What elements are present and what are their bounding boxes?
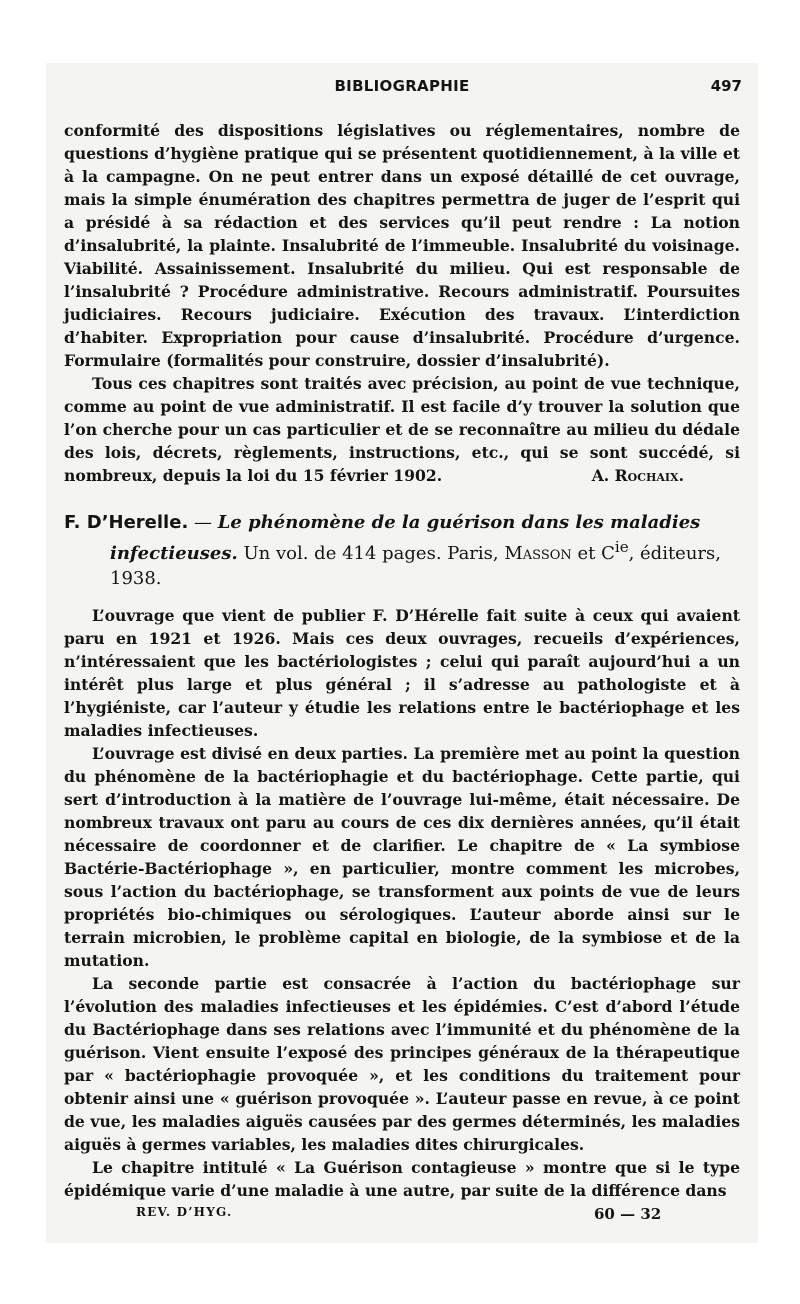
entry-gap	[64, 591, 740, 604]
printer-signature-mark: 60 — 32	[594, 1205, 662, 1223]
review2-details-a: Un vol. de 414 pages. Paris,	[237, 543, 505, 564]
review2-dash: —	[188, 512, 218, 533]
review2-details-c: , éditeurs, 1938.	[110, 543, 721, 589]
review2-author: F. D’Herelle.	[64, 512, 189, 533]
review2-publisher: Masson	[504, 543, 572, 564]
review2-paragraph-2: L’ouvrage est divisé en deux parties. La première met au point la question du phénomène de la bactériophagie et du bactériophage. Cette partie, qui sert d’introduction à la matière de l’ouvrage lui-même, était nécessaire. De nombreux travaux ont paru au cours de ces dix dernières années, qu’il était nécessaire de coordonner et de clarifier. Le chapitre de « La symbiose Bactérie-Bactériophage », en particulier, montre comment les microbes, sous l’action du bactériophage, se transforment aux points de vue de leurs propriétés bio-chimiques ou sérologiques. L’auteur aborde ainsi sur le terrain microbien, le problème capital en biologie, de la symbiose et de la mutation.	[64, 744, 740, 970]
page-number: 497	[710, 77, 742, 95]
section-gap	[64, 487, 740, 510]
review2-details-b: et C	[571, 543, 615, 564]
review1-paragraph-2-text: Tous ces chapitres sont traités avec précision, au point de vue technique, comme au point de vue administratif. Il est facile d’y trouver la solution que l’on cherche pour un cas particulier et de se reconnaître au milieu du dédale des lois, décrets, règlements, instructions, etc., qui se sont succédé, si nombreux, depuis la loi du 15 février 1902.	[64, 374, 740, 485]
review2-book-title: Le phénomène de la guérison dans les maladies infectieuses.	[110, 512, 701, 564]
page-footer	[46, 1205, 758, 1227]
review2-details-sup: ie	[614, 538, 629, 556]
page-header	[46, 77, 758, 103]
journal-abbreviation: REV. D’HYG.	[136, 1205, 233, 1219]
review1-paragraph-2	[64, 372, 740, 487]
review2-bibliographic-entry	[64, 510, 740, 591]
review2-paragraph-3: La seconde partie est consacrée à l’action du bactériophage sur l’évolution des maladies infectieuses et les épidémies. C’est d’abord l’étude du Bactériophage dans ses relations avec l’immunité et du phénomène de la guérison. Vient ensuite l’exposé des principes généraux de la thérapeutique par « bactériophagie provoquée », et les conditions du traitement pour obtenir ainsi une « guérison provoquée ». L’auteur passe en revue, à ce point de vue, les maladies aiguës causées par des germes déterminés, les maladies aiguës à germes variables, les maladies dites chirurgicales.	[64, 974, 740, 1154]
book-page	[46, 63, 758, 1243]
review1-paragraph-1: conformité des dispositions législatives ou réglementaires, nombre de questions d’hygiène pratique qui se présentent quotidiennement, à la ville et à la campagne. On ne peut entrer dans un exposé détaillé de cet ouvrage, mais la simple énumération des chapitres permettra de juger de l’esprit qui a présidé à sa rédaction et des services qu’il peut rendre : La notion d’insalubrité, la plainte. Insalubrité de l’immeuble. Insalubrité du voisinage. Viabilité. Assainissement. Insalubrité du milieu. Qui est responsable de l’insalubrité ? Procédure administrative. Recours administratif. Poursuites judiciaires. Recours judiciaire. Exécution des travaux. L’interdiction d’habiter. Expropriation pour cause d’insalubrité. Procédure d’urgence. Formulaire (formalités pour construire, dossier d’insalubrité).	[64, 121, 740, 370]
page-body	[64, 119, 740, 1202]
review2-paragraph-1: L’ouvrage que vient de publier F. D’Hérelle fait suite à ceux qui avaient paru en 1921 et 1926. Mais ces deux ouvrages, recueils d’expériences, n’intéressaient que les bactériologistes ; celui qui paraît aujourd’hui a un intérêt plus large et plus général ; il s’adresse au pathologiste et à l’hygiéniste, car l’auteur y étudie les relations entre le bactériophage et les maladies infectieuses.	[64, 606, 740, 740]
running-title: BIBLIOGRAPHIE	[334, 77, 470, 95]
review2-paragraph-4: Le chapitre intitulé « La Guérison contagieuse » montre que si le type épidémique varie d’une maladie à une autre, par suite de la différence dans	[64, 1158, 740, 1200]
review1-signature: A. Rochaix.	[591, 466, 684, 485]
